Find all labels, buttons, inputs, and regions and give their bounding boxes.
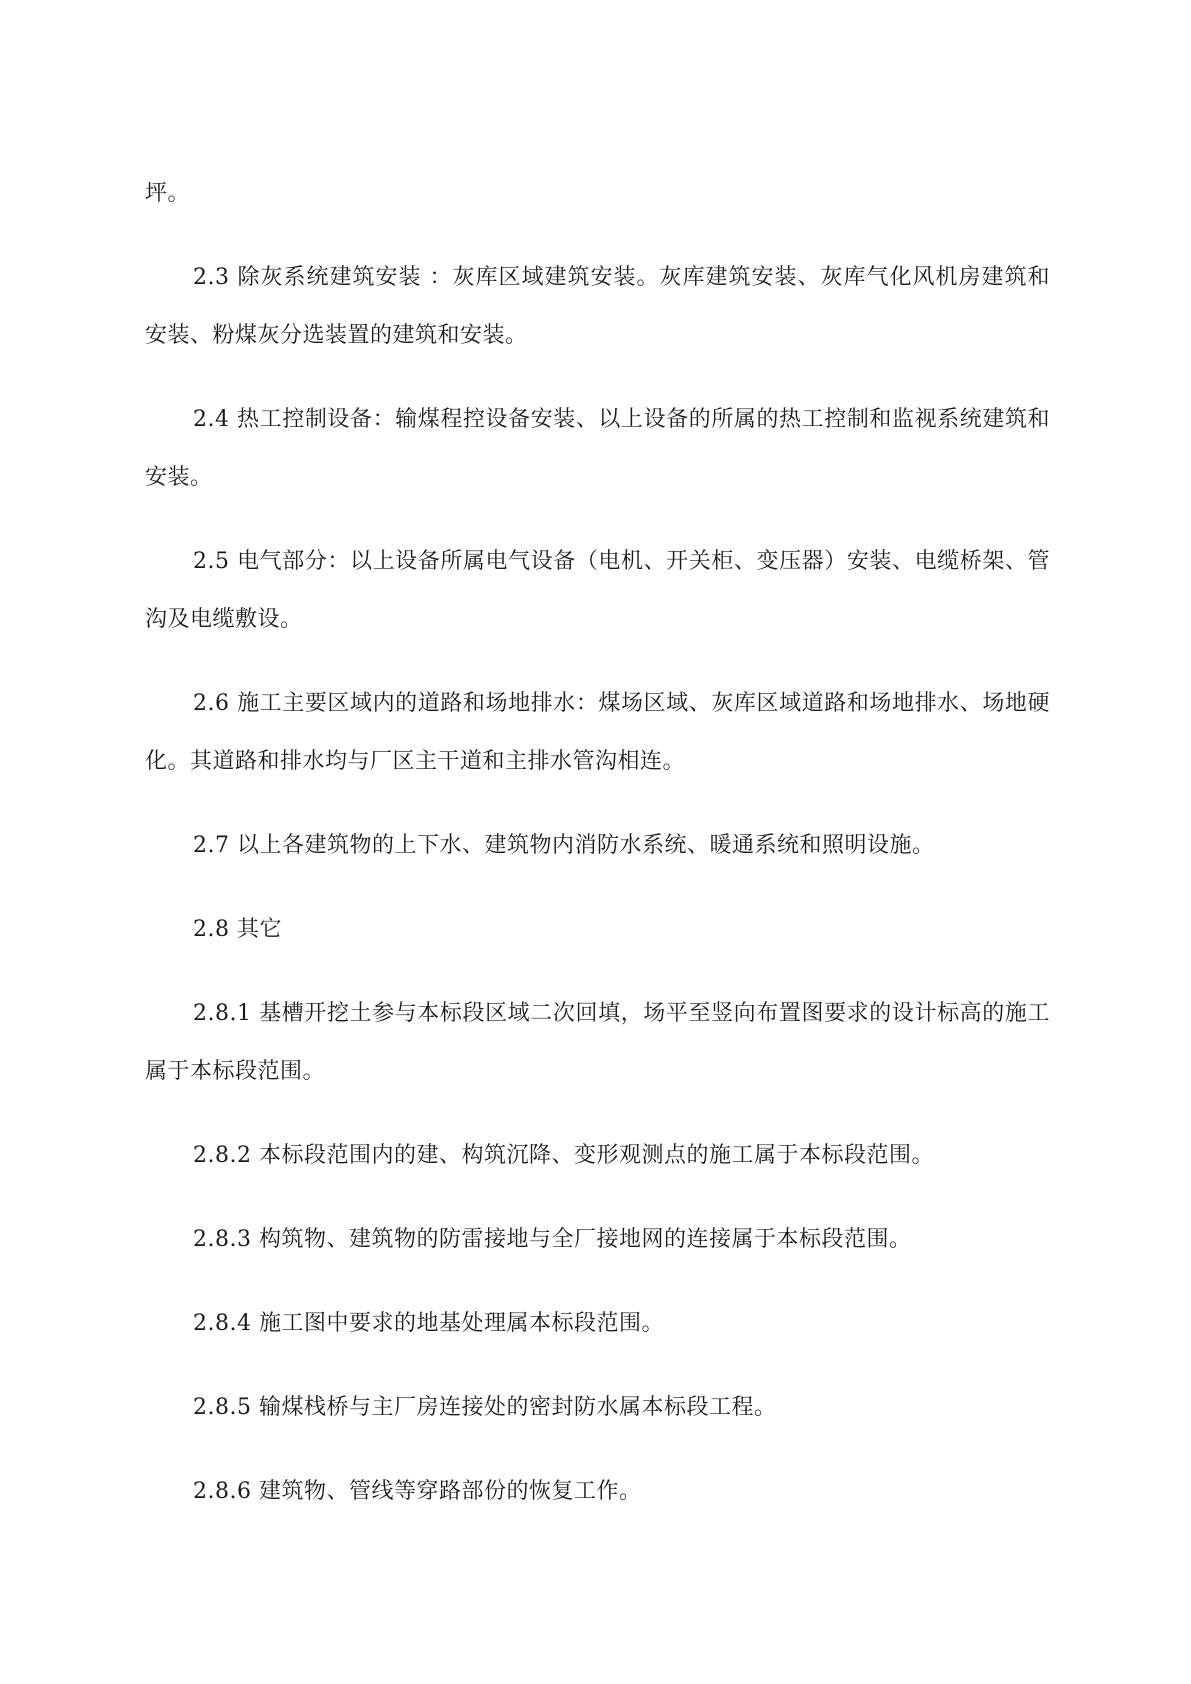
paragraph-2-8-2: 2.8.2 本标段范围内的建、构筑沉降、变形观测点的施工属于本标段范围。 (193, 1143, 934, 1168)
paragraph-2-7: 2.7 以上各建筑物的上下水、建筑物内消防水系统、暖通系统和照明设施。 (193, 833, 935, 858)
paragraph-2-6: 2.6 施工主要区域内的道路和场地排水：煤场区域、灰库区域道路和场地排水、场地硬化。其道路和排水均与厂区主干道和主排水管沟相连。 (145, 691, 1050, 774)
paragraph-2-8-3: 2.8.3 构筑物、建筑物的防雷接地与全厂接地网的连接属于本标段范围。 (193, 1227, 912, 1252)
paragraph-continuation: 坪。 (145, 181, 191, 206)
document-body (145, 165, 1050, 1547)
paragraph-2-5: 2.5 电气部分：以上设备所属电气设备（电机、开关柜、变压器）安装、电缆桥架、管沟及电缆敷设。 (145, 549, 1050, 632)
paragraph-2-3: 2.3 除灰系统建筑安装 ：灰库区域建筑安装。灰库建筑安装、灰库气化风机房建筑和安装、粉煤灰分选装置的建筑和安装。 (145, 265, 1050, 348)
paragraph-2-8: 2.8 其它 (193, 917, 282, 942)
paragraph-2-8-5: 2.8.5 输煤栈桥与主厂房连接处的密封防水属本标段工程。 (193, 1395, 777, 1420)
paragraph-2-4: 2.4 热工控制设备：输煤程控设备安装、以上设备的所属的热工控制和监视系统建筑和安装。 (145, 407, 1050, 490)
paragraph-2-8-1: 2.8.1 基槽开挖土参与本标段区域二次回填，场平至竖向布置图要求的设计标高的施工属于本标段范围。 (145, 1001, 1050, 1084)
paragraph-2-8-4: 2.8.4 施工图中要求的地基处理属本标段范围。 (193, 1311, 664, 1336)
paragraph-2-8-6: 2.8.6 建筑物、管线等穿路部份的恢复工作。 (193, 1479, 642, 1504)
